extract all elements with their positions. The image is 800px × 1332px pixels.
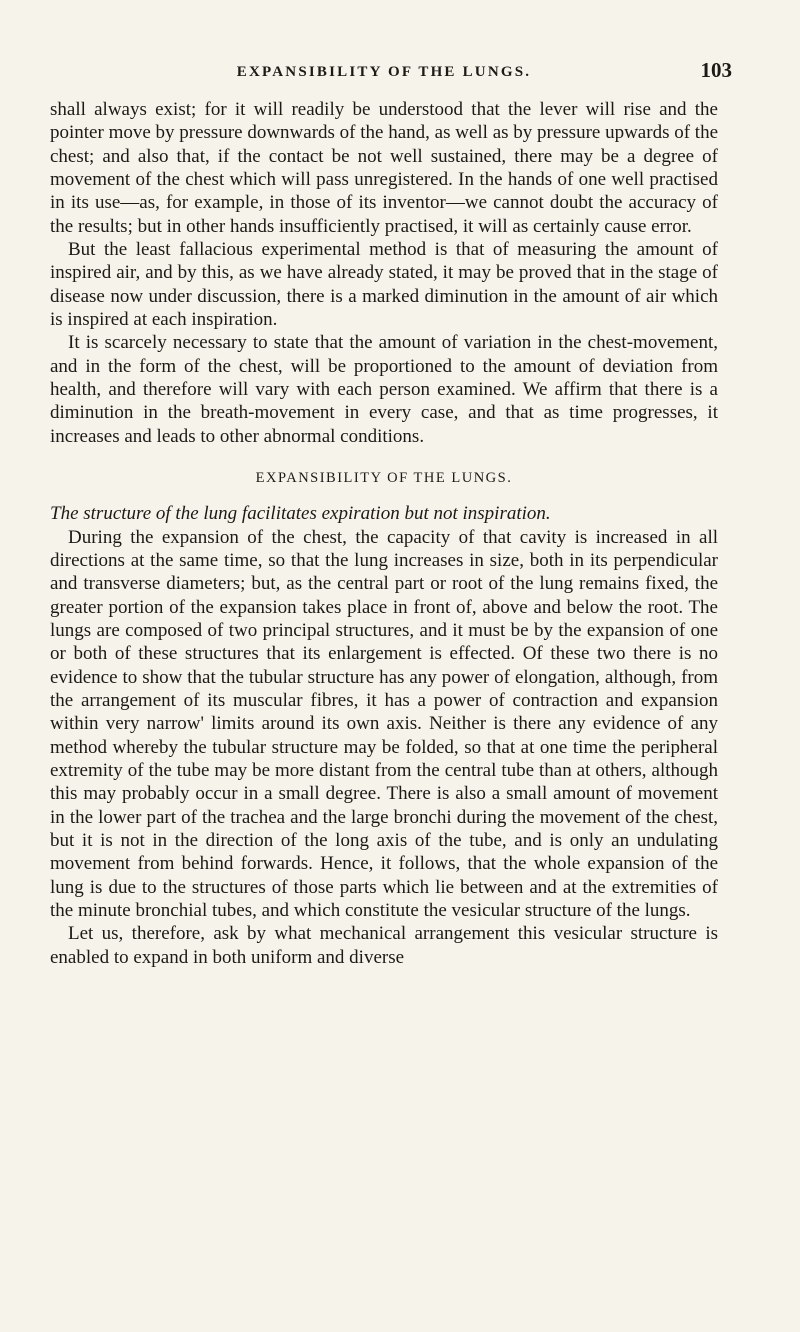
running-head <box>50 52 732 82</box>
paragraph-5: Let us, therefore, ask by what mechanical arrangement this vesicular structure is enabled to expand in both uniform and diverse <box>50 923 718 968</box>
running-title: EXPANSIBILITY OF THE LUNGS. <box>236 64 532 80</box>
section-heading: EXPANSIBILITY OF THE LUNGS. <box>255 470 513 487</box>
section-lead-italic: The structure of the lung facilitates expiration but not inspiration. <box>50 503 551 525</box>
paragraph-1: shall always exist; for it will readily be understood that the lever will rise and the pointer move by pressure downwards of the hand, as well as by pressure upwards of the chest; and also that, if the contact be not well sustained, there may be a degree of movement of the chest which will pass unregistered. In the hands of one well practised in its use—as, for example, in those of its inventor—we cannot doubt the accuracy of the results; but in other hands insufficiently practised, it will as certainly cause error. <box>50 99 718 237</box>
page-number: 103 <box>700 58 732 82</box>
paragraph-4: During the expansion of the chest, the capacity of that cavity is increased in all directions at the same time, so that the lung increases in size, both in its perpendicular and transverse diameters; but, as the central part or root of the lung remains fixed, the greater portion of the expansion takes place in front of, above and below the root. The lungs are composed of two principal structures, and it must be by the expansion of one or both of these structures that its enlargement is effected. Of these two there is no evidence to show that the tubular structure has any power of elongation, although, from the arrangement of its muscular fibres, it has a power of contraction and expansion within very narrow' limits around its own axis. Neither is there any evidence of any method whereby the tubular structure may be folded, so that at one time the peripheral extremity of the tube may be more distant from the central tube than at others, although this may probably occur in a small degree. There is also a small amount of movement in the lower part of the trachea and the large bronchi during the movement of the chest, but it is not in the direction of the long axis of the tube, and is only an undulating movement from behind forwards. Hence, it follows, that the whole expansion of the lung is due to the structures of those parts which lie between and at the extremities of the minute bronchial tubes, and which constitute the vesicular structure of the lungs. <box>50 526 718 921</box>
paragraph-3: It is scarcely necessary to state that the amount of variation in the chest-movement, and in the form of the chest, will be proportioned to the amount of deviation from health, and therefore will vary with each person examined. We affirm that there is a diminution in the breath-movement in every case, and that as time progresses, it increases and leads to other abnormal conditions. <box>50 332 718 447</box>
paragraph-2: But the least fallacious experimental method is that of measuring the amount of inspired air, and by this, as we have already stated, it may be proved that in the stage of disease now under discussion, there is a marked diminution in the amount of air which is inspired at each inspiration. <box>50 239 718 331</box>
